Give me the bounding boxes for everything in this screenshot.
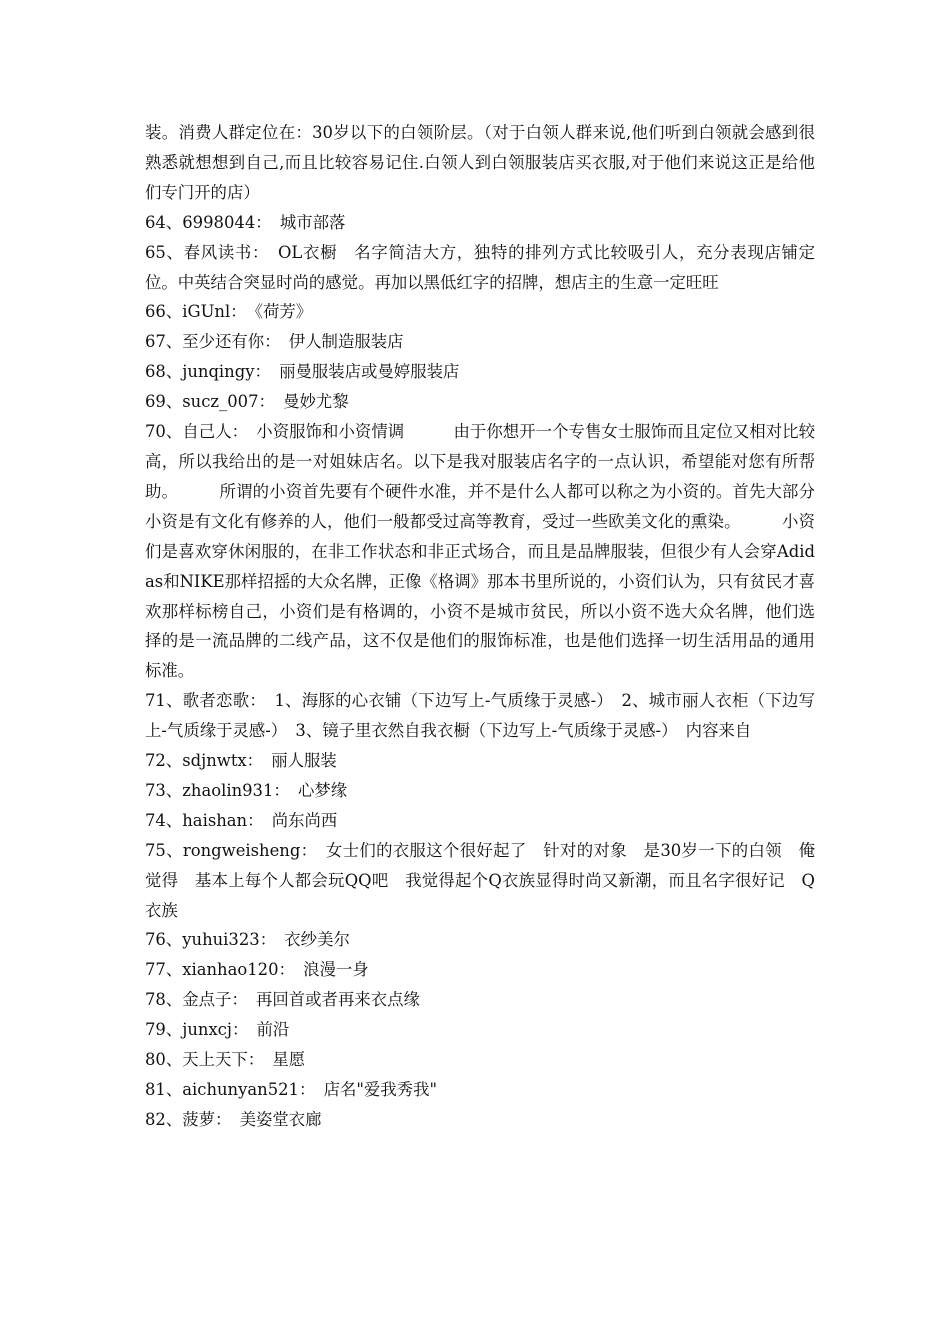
list-item-75: 75、rongweisheng： 女士们的衣服这个很好起了 针对的对象 是30岁一下的白领 俺觉得 基本上每个人都会玩QQ吧 我觉得起个Q衣族显得时尚又新潮，而且名字很好记 Q衣族 (145, 840, 815, 920)
paragraph-continuation: 装。消费人群定位在：30岁以下的白领阶层。（对于白领人群来说,他们听到白领就会感到很熟悉就想想到自己,而且比较容易记住.白领人到白领服装店买衣服,对于他们来说这正是给他们专门开的店） (145, 123, 815, 202)
list-item-71: 71、歌者恋歌： 1、海豚的心衣铺（下边写上-气质缘于灵感-） 2、城市丽人衣柜（下边写上-气质缘于灵感-） 3、镜子里衣然自我衣橱（下边写上-气质缘于灵感-） 内容来自 (145, 691, 815, 741)
list-item-80: 80、天上天下： 星愿 (145, 1050, 306, 1070)
list-item-72: 72、sdjnwtx： 丽人服装 (145, 751, 337, 771)
list-item-77: 77、xianhao120： 浪漫一身 (145, 960, 369, 980)
list-item-78: 78、金点子： 再回首或者再来衣点缘 (145, 990, 420, 1010)
list-item-73: 73、zhaolin931： 心梦缘 (145, 780, 348, 800)
list-item-76: 76、yuhui323： 衣纱美尔 (145, 930, 350, 950)
list-item-81: 81、aichunyan521： 店名"爱我秀我" (145, 1080, 437, 1099)
list-item-64: 64、6998044： 城市部落 (145, 212, 346, 232)
list-item-74: 74、haishan： 尚东尚西 (145, 810, 338, 830)
list-item-65: 65、春风读书： OL衣橱 名字简洁大方，独特的排列方式比较吸引人，充分表现店铺定位。中英结合突显时尚的感觉。再加以黑低红字的招牌，想店主的生意一定旺旺 (145, 242, 815, 292)
list-item-66: 66、iGUnl： 《荷芳》 (145, 302, 313, 322)
list-item-68: 68、junqingy： 丽曼服装店或曼婷服装店 (145, 362, 460, 382)
list-item-69: 69、sucz_007： 曼妙尤黎 (145, 392, 349, 412)
list-item-67: 67、至少还有你： 伊人制造服装店 (145, 332, 404, 352)
list-item-70: 70、自己人： 小资服饰和小资情调 由于你想开一个专售女士服饰而且定位又相对比较高，所以我给出的是一对姐妹店名。以下是我对服装店名字的一点认识，希望能对您有所帮助。 所谓的小资首先要有个硬件水准，并不是什么人都可以称之为小资的。首先大部分小资是有文化有修养的人，他们一般都受过高等教育，受过一些欧美文化的熏染。 小资们是喜欢穿休闲服的，在非工作状态和非正式场合，而且是品牌服装，但很少有人会穿Adidas和NIKE那样招摇的大众名牌，正像《格调》那本书里所说的，小资们认为，只有贫民才喜欢那样标榜自己，小资们是有格调的，小资不是城市贫民，所以小资不选大众名牌，他们选择的是一流品牌的二线产品，这不仅是他们的服饰标准，也是他们选择一切生活用品的通用标准。 (145, 422, 815, 681)
document-body (145, 118, 815, 1135)
list-item-82: 82、菠萝： 美姿堂衣廊 (145, 1109, 322, 1129)
list-item-79: 79、junxcj： 前沿 (145, 1020, 290, 1040)
